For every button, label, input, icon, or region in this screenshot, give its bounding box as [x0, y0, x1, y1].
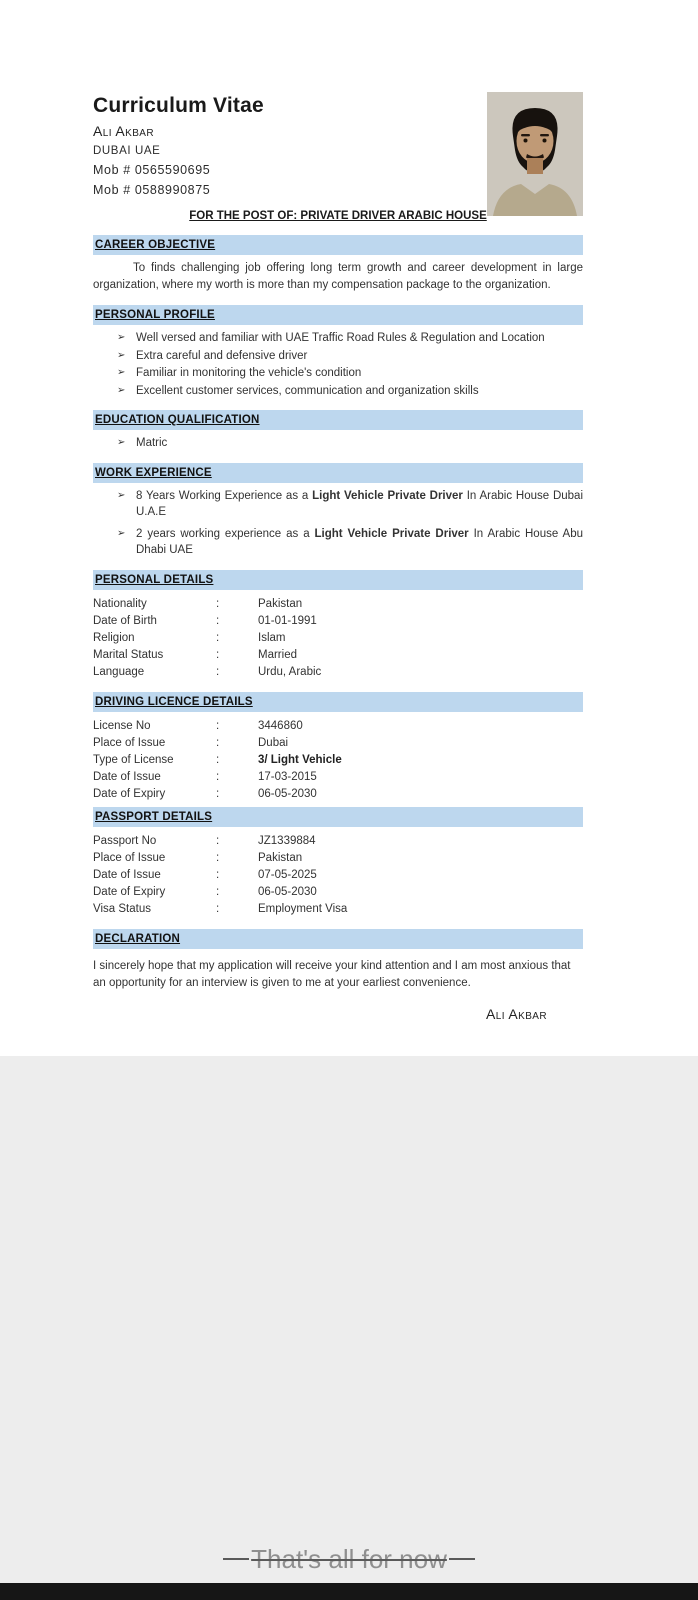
passport-table: [93, 833, 583, 918]
section-heading: EDUCATION QUALIFICATION: [95, 414, 260, 427]
section-heading: PERSONAL PROFILE: [95, 309, 215, 322]
arrow-bullet-icon: ➢: [117, 527, 126, 539]
detail-value: 06-05-2030: [258, 787, 317, 800]
detail-colon: :: [216, 631, 220, 644]
work-item-bold: Light Vehicle Private Driver: [312, 489, 463, 502]
post-title: FOR THE POST OF: PRIVATE DRIVER ARABIC HOUSE: [189, 210, 487, 223]
detail-label: Nationality: [93, 597, 147, 610]
detail-label: Language: [93, 665, 145, 678]
applicant-photo: [487, 92, 583, 216]
page-title: Curriculum Vitae: [93, 94, 264, 117]
detail-label: Date of Expiry: [93, 885, 166, 898]
detail-row: [93, 884, 583, 901]
detail-row: [93, 596, 583, 613]
detail-colon: :: [216, 868, 220, 881]
career-objective-text: To finds challenging job offering long term growth and career development in large organization, where my worth is more than my compensation package to the organization.: [93, 262, 583, 292]
mobile-number-2: Mob # 0588990875: [93, 183, 211, 198]
detail-value: 01-01-1991: [258, 614, 317, 627]
list-item-text: Extra careful and defensive driver: [136, 349, 308, 362]
declaration-text: I sincerely hope that my application will receive your kind attention and I am most anxious that an opportunity for an interview is given to me at your earliest convenience.: [93, 959, 571, 989]
arrow-bullet-icon: ➢: [117, 349, 126, 361]
education-list: [93, 435, 583, 452]
detail-value: Pakistan: [258, 597, 303, 610]
section-heading: CAREER OBJECTIVE: [95, 239, 216, 252]
detail-value: Urdu, Arabic: [258, 665, 322, 678]
detail-value: Dubai: [258, 736, 289, 749]
signature-name: Ali Akbar: [486, 1005, 547, 1022]
detail-value: 3446860: [258, 719, 303, 732]
detail-value: 3/ Light Vehicle: [258, 753, 342, 766]
personal-details-table: [93, 596, 583, 681]
detail-label: Visa Status: [93, 902, 151, 915]
section-header-education: [93, 410, 583, 430]
detail-colon: :: [216, 648, 220, 661]
detail-colon: :: [216, 787, 220, 800]
arrow-bullet-icon: ➢: [117, 367, 126, 379]
section-header-passport: [93, 807, 583, 827]
detail-label: Date of Birth: [93, 614, 157, 627]
arrow-bullet-icon: ➢: [117, 489, 126, 501]
detail-label: Date of Issue: [93, 770, 161, 783]
list-item: [93, 330, 583, 347]
work-item-prefix: 2 years working experience as a: [136, 527, 315, 540]
list-item: [93, 365, 583, 382]
detail-colon: :: [216, 719, 220, 732]
detail-label: Place of Issue: [93, 851, 166, 864]
detail-row: [93, 735, 583, 752]
list-item: [93, 348, 583, 365]
detail-row: [93, 786, 583, 803]
arrow-bullet-icon: ➢: [117, 332, 126, 344]
detail-colon: :: [216, 614, 220, 627]
detail-row: [93, 664, 583, 681]
detail-value: Employment Visa: [258, 902, 348, 915]
detail-value: 07-05-2025: [258, 868, 317, 881]
list-item: [93, 383, 583, 400]
list-item: [93, 526, 583, 559]
divider-line: [449, 1558, 475, 1560]
detail-label: Passport No: [93, 834, 157, 847]
section-header-personal-profile: [93, 305, 583, 325]
list-item-text: Well versed and familiar with UAE Traffic Road Rules & Regulation and Location: [136, 332, 545, 345]
section-header-personal-details: [93, 570, 583, 590]
detail-label: Religion: [93, 631, 135, 644]
detail-row: [93, 613, 583, 630]
detail-row: [93, 752, 583, 769]
driving-licence-table: [93, 718, 583, 803]
bottom-bar: [0, 1583, 698, 1600]
detail-colon: :: [216, 885, 220, 898]
section-header-work-experience: [93, 463, 583, 483]
section-heading: PASSPORT DETAILS: [95, 810, 213, 823]
detail-value: Islam: [258, 631, 286, 644]
divider-line: [223, 1558, 249, 1560]
page-background-area: [0, 1056, 698, 1600]
detail-label: Date of Expiry: [93, 787, 166, 800]
detail-colon: :: [216, 753, 220, 766]
work-item-text: [136, 488, 583, 521]
detail-colon: :: [216, 736, 220, 749]
work-item-prefix: 8 Years Working Experience as a: [136, 489, 313, 502]
work-item-text: [136, 526, 583, 559]
detail-colon: :: [216, 851, 220, 864]
detail-row: [93, 769, 583, 786]
detail-colon: :: [216, 834, 220, 847]
detail-label: Date of Issue: [93, 868, 161, 881]
arrow-bullet-icon: ➢: [117, 384, 126, 396]
section-header-driving-licence: [93, 692, 583, 712]
section-heading: DRIVING LICENCE DETAILS: [95, 695, 253, 708]
detail-row: [93, 718, 583, 735]
end-text: That's all for now: [251, 1544, 447, 1574]
section-header-declaration: [93, 929, 583, 949]
detail-value: 17-03-2015: [258, 770, 317, 783]
detail-colon: :: [216, 770, 220, 783]
work-item-bold: Light Vehicle Private Driver: [314, 527, 469, 540]
detail-colon: :: [216, 902, 220, 915]
arrow-bullet-icon: ➢: [117, 437, 126, 449]
detail-colon: :: [216, 665, 220, 678]
applicant-location: DUBAI UAE: [93, 145, 161, 158]
detail-label: Marital Status: [93, 648, 164, 661]
work-experience-list: [93, 488, 583, 559]
detail-label: Place of Issue: [93, 736, 166, 749]
detail-row: [93, 833, 583, 850]
personal-profile-list: [93, 330, 583, 399]
detail-row: [93, 630, 583, 647]
detail-value: 06-05-2030: [258, 885, 317, 898]
work-item-suffix: In Arabic House Dubai U.A.E: [136, 489, 584, 519]
detail-row: [93, 850, 583, 867]
detail-label: Type of License: [93, 753, 174, 766]
section-heading: WORK EXPERIENCE: [95, 466, 212, 479]
list-item: [93, 435, 583, 452]
detail-row: [93, 867, 583, 884]
list-item-text: Excellent customer services, communication and organization skills: [136, 384, 479, 397]
section-heading: DECLARATION: [95, 932, 181, 945]
detail-label: License No: [93, 719, 151, 732]
detail-row: [93, 647, 583, 664]
detail-colon: :: [216, 597, 220, 610]
work-item-suffix: In Arabic House Abu Dhabi UAE: [136, 527, 583, 557]
detail-row: [93, 901, 583, 918]
mobile-number-1: Mob # 0565590695: [93, 163, 211, 178]
detail-value: JZ1339884: [258, 834, 316, 847]
portrait-illustration: [487, 92, 583, 216]
applicant-name: Ali Akbar: [93, 123, 154, 140]
section-heading: PERSONAL DETAILS: [95, 573, 214, 586]
section-header-career-objective: [93, 235, 583, 255]
detail-value: Married: [258, 648, 297, 661]
end-of-content-marker: [0, 1544, 698, 1574]
detail-value: Pakistan: [258, 851, 303, 864]
list-item-text: Matric: [136, 437, 168, 450]
list-item: [93, 488, 583, 521]
list-item-text: Familiar in monitoring the vehicle's condition: [136, 367, 362, 380]
